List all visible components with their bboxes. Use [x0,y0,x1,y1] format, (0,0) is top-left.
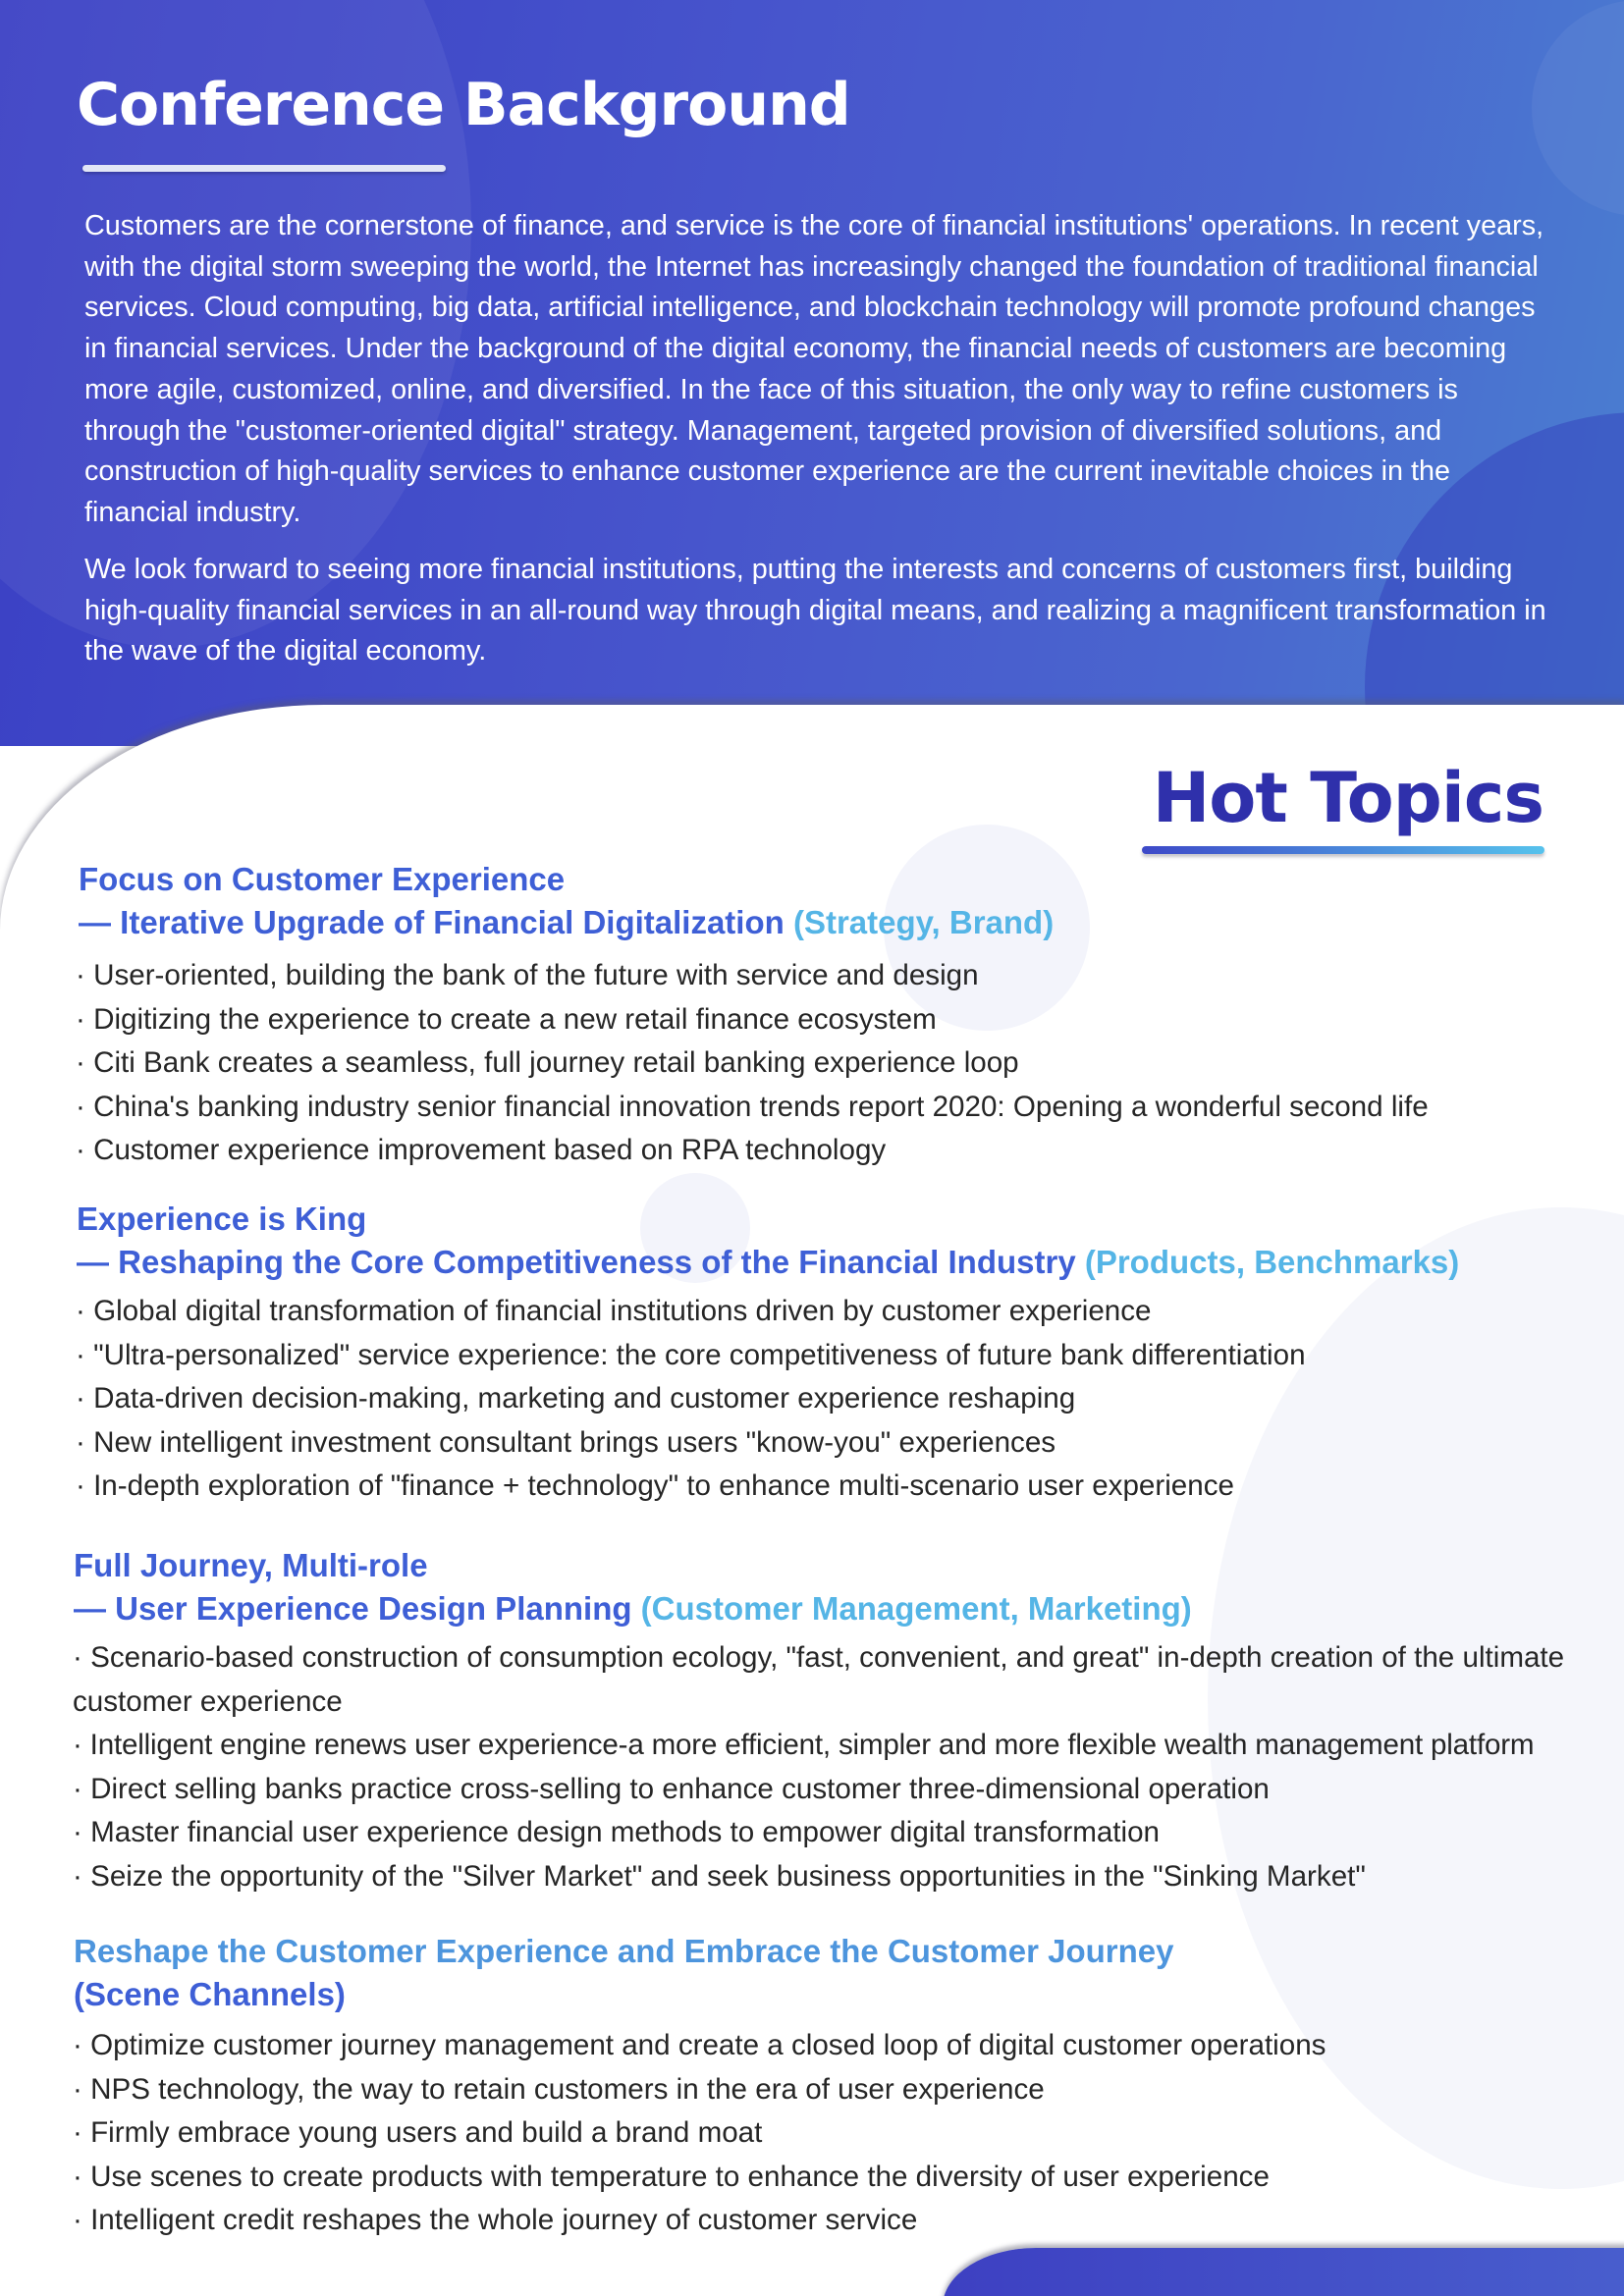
topic-subheading-text: — Iterative Upgrade of Financial Digitalization [79,904,785,940]
topic-heading-line1 [74,1930,1174,1973]
topic-tags-text: (Products, Benchmarks) [1075,1244,1460,1280]
decorative-circle [1532,0,1624,216]
topic-heading-line2 [77,1241,1459,1284]
header-band [0,0,1624,746]
topic-heading-text: Focus on Customer Experience [79,861,566,897]
list-item: · In-depth exploration of "finance + technology" to enhance multi-scenario user experience [76,1469,1234,1503]
background-paragraph-2: We look forward to seeing more financial institutions, putting the interests and concerns of customers first, building high-quality financial services in an all-round way through digital means, and realizing a magnificent transformation in the wave of the digital economy. [84,554,1546,667]
topic-heading-line2 [74,1587,1192,1630]
list-item: · Seize the opportunity of the "Silver Market" and seek business opportunities in the "Sinking Market" [73,1859,1366,1893]
list-item: · Master financial user experience design methods to empower digital transformation [73,1816,1161,1849]
list-item: · New intelligent investment consultant brings users "know-you" experiences [76,1425,1056,1459]
list-item: · China's banking industry senior financial innovation trends report 2020: Opening a wonderful second life [76,1090,1429,1123]
topic-list [73,1636,1580,1899]
list-item: · Direct selling banks practice cross-selling to enhance customer three-dimensional operation [73,1772,1270,1805]
topic-heading-line2 [79,901,1054,944]
background-paragraph-1: Customers are the cornerstone of finance, and service is the core of financial institutions' operations. In recent years, with the digital storm sweeping the world, the Internet has increasingly changed the foundation of traditional financial services. Cloud computing, big data, artificial intelligence, and blockchain technology will promote profound changes in financial services. Under the background of the digital economy, the financial needs of customers are becoming more agile, customized, online, and diversified. In the face of this situation, the only way to refine customers is through the "customer-oriented digital" strategy. Management, targeted provision of diversified solutions, and construction of high-quality services to enhance customer experience are the current inevitable choices in the financial industry. [84,210,1544,528]
topic-heading-text: Reshape the Customer Experience and Embrace the Customer Journey [74,1933,1174,1969]
background-title-underline [82,165,446,172]
list-item: · Use scenes to create products with temperature to enhance the diversity of user experience [73,2160,1270,2193]
hot-topics-title: Hot Topics [1152,758,1543,838]
topic-heading-line1 [77,1198,366,1241]
list-item: · User-oriented, building the bank of the future with service and design [76,959,979,991]
list-item: · NPS technology, the way to retain customers in the era of user experience [73,2072,1045,2106]
list-item: · Optimize customer journey management and create a closed loop of digital customer operations [73,2029,1326,2061]
topic-subheading-text: — User Experience Design Planning [74,1590,632,1627]
list-item: · Digitizing the experience to create a new retail finance ecosystem [76,1002,937,1036]
list-item: · Intelligent engine renews user experience-a more efficient, simpler and more flexible wealth management platform [73,1729,1535,1762]
list-item: · Firmly embrace young users and build a brand moat [73,2116,763,2150]
list-item: · Intelligent credit reshapes the whole journey of customer service [73,2204,918,2237]
topic-subheading-text: — Reshaping the Core Competitiveness of the Financial Industry [77,1244,1076,1280]
topic-heading-line2 [74,1973,346,2016]
topic-tags-text: (Scene Channels) [74,1976,346,2012]
list-item: · "Ultra-personalized" service experience: the core competitiveness of future bank differentiation [76,1338,1306,1371]
hot-topics-underline [1142,846,1544,854]
topic-heading-text: Full Journey, Multi-role [74,1547,428,1583]
list-item: · Data-driven decision-making, marketing and customer experience reshaping [76,1382,1076,1415]
topic-list [76,1290,1624,1509]
background-title: Conference Background [77,71,850,139]
topic-tags-text: (Strategy, Brand) [784,904,1055,940]
list-item: · Scenario-based construction of consumption ecology, "fast, convenient, and great" in-depth creation of the ultimate customer experience [73,1641,1565,1718]
topic-heading-text: Experience is King [77,1201,367,1237]
list-item: · Global digital transformation of financial institutions driven by customer experience [76,1295,1152,1327]
topic-list [73,2024,1624,2243]
topic-tags-text: (Customer Management, Marketing) [631,1590,1192,1627]
list-item: · Citi Bank creates a seamless, full journey retail banking experience loop [76,1046,1019,1080]
topic-heading-line1 [79,858,565,901]
topic-heading-line1 [74,1544,428,1587]
list-item: · Customer experience improvement based on RPA technology [76,1134,887,1167]
topic-list [76,954,1624,1173]
footer-accent [943,2248,1624,2296]
